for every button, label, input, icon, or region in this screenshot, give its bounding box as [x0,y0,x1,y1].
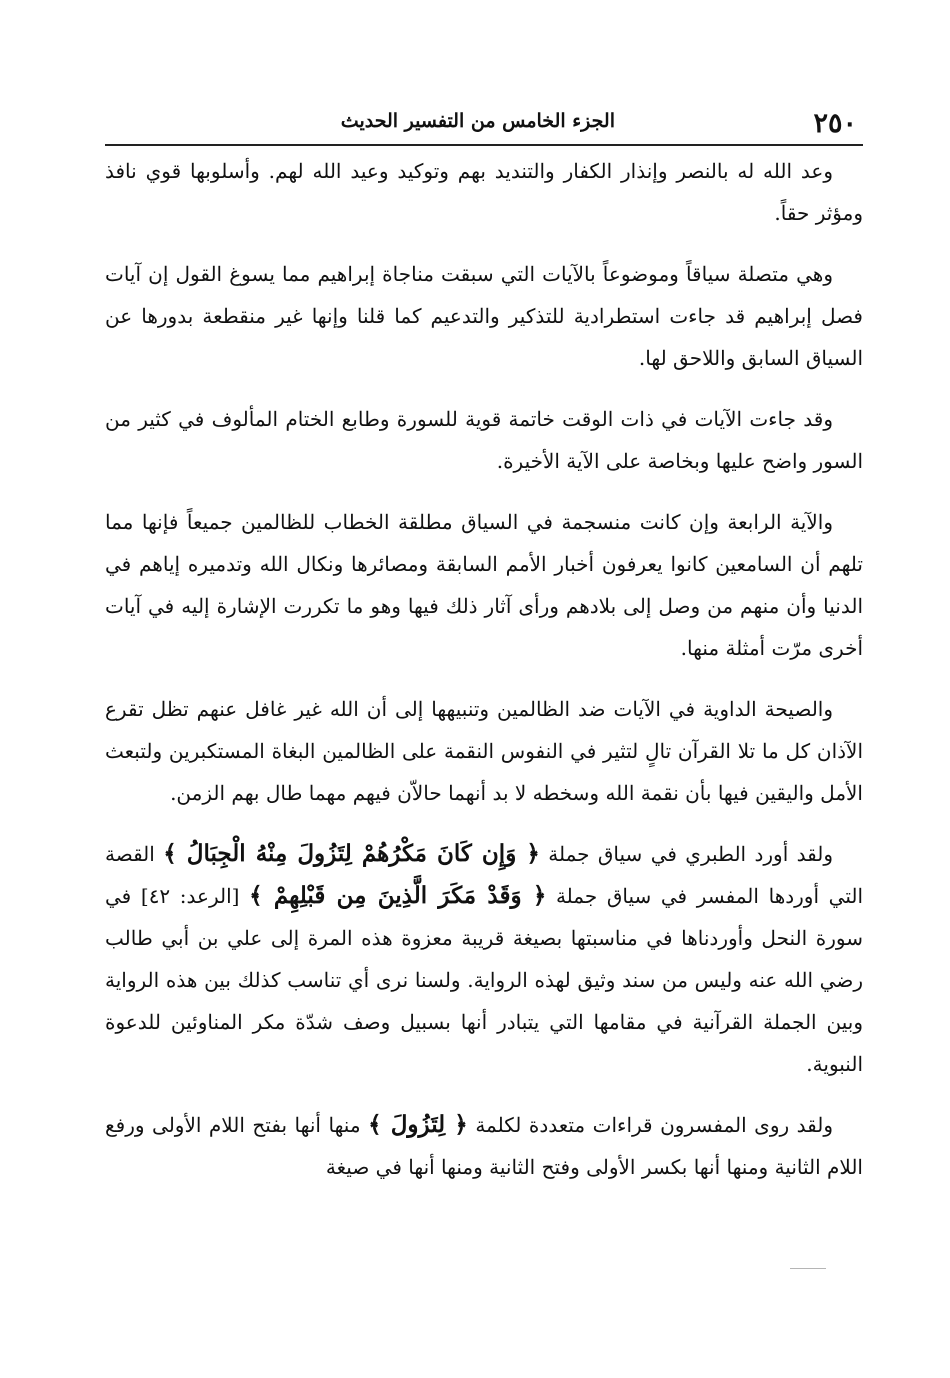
verse-citation: [الرعد: ٤٢] [140,884,240,908]
quran-quote: ﴿ وَإِن كَانَ مَكْرُهُمْ لِتَزُولَ مِنْهُ الْجِبَالُ ﴾ [163,840,540,867]
running-title: الجزء الخامس من التفسير الحديث [340,110,615,132]
quran-quote: ﴿ لِتَزُولَ ﴾ [368,1111,468,1138]
paragraph-7-intro: ولقد روى المفسرون قراءات متعددة لكلمة [475,1113,834,1137]
paragraph-3: وقد جاءت الآيات في ذات الوقت خاتمة قوية للسورة وطابع الختام المألوف في كثير من السور واضح عليها وبخاصة على الآية الأخيرة. [105,407,863,473]
paragraph-7 [105,1104,863,1188]
paragraph-6-middle: القصة التي أوردها المفسر في سياق جملة [105,842,864,908]
paragraph-4: والآية الرابعة وإن كانت منسجمة في السياق مطلقة الخطاب للظالمين جميعاً فإنها مما تلهم أن السامعين كانوا يعرفون أخبار الأمم السابقة ومصائرها ونكال الله وتدميره إياهم في الدنيا وأن منهم من وصل إلى بلادهم ورأى آثار ذلك فيها وهو ما تكررت الإشارة إليه في آيات أخرى مرّت أمثلة منها. [105,510,863,660]
body-text [105,150,863,1207]
scan-margin-mark [790,1268,826,1269]
paragraph-6-rest: في سورة النحل وأوردناها في مناسبتها بصيغة قريبة معزوة هذه المرة إلى علي بن أبي طالب رضي الله عنه وليس من سند وثيق لهذه الرواية. ولسنا نرى أي تناسب كذلك بين هذه الرواية وبين الجملة القرآنية في مقامها التي يتبادر أنها بسبيل وصف شدّة مكر المناوئين للدعوة النبوية. [105,884,863,1076]
paragraph-7-rest: منها أنها بفتح اللام الأولى ورفع اللام الثانية ومنها أنها بكسر الأولى وفتح الثانية ومنها أنها في صيغة [105,1113,863,1179]
quran-quote: ﴿ وَقَدْ مَكَرَ الَّذِينَ مِن قَبْلِهِمْ ﴾ [249,882,547,909]
paragraph-6 [105,833,863,1085]
paragraph-5: والصيحة الداوية في الآيات ضد الظالمين وتنبيهها إلى أن الله غير غافل عنهم تظل تقرع الآذان كل ما تلا القرآن تالٍ لتثير في النفوس النقمة على الظالمين البغاة المستكبرين ولتبعث الأمل واليقين فيها بأن نقمة الله وسخطه لا بد أنهما حالاّن فيهم مهما طال بهم الزمن. [105,697,863,805]
paragraph-2: وهي متصلة سياقاً وموضوعاً بالآيات التي سبقت مناجاة إبراهيم مما يسوغ القول إن آيات فصل إبراهيم قد جاءت استطرادية للتذكير والتدعيم كما قلنا وإنها غير منقطعة بدورها عن السياق السابق واللاحق لها. [105,262,863,370]
page-number: ٢٥٠ [813,108,857,139]
page-header [105,104,863,146]
paragraph-1: وعد الله له بالنصر وإنذار الكفار والتنديد بهم وتوكيد وعيد الله لهم. وأسلوبها قوي نافذ ومؤثر حقاً. [105,159,863,225]
paragraph-6-intro: ولقد أورد الطبري في سياق جملة [548,842,834,866]
